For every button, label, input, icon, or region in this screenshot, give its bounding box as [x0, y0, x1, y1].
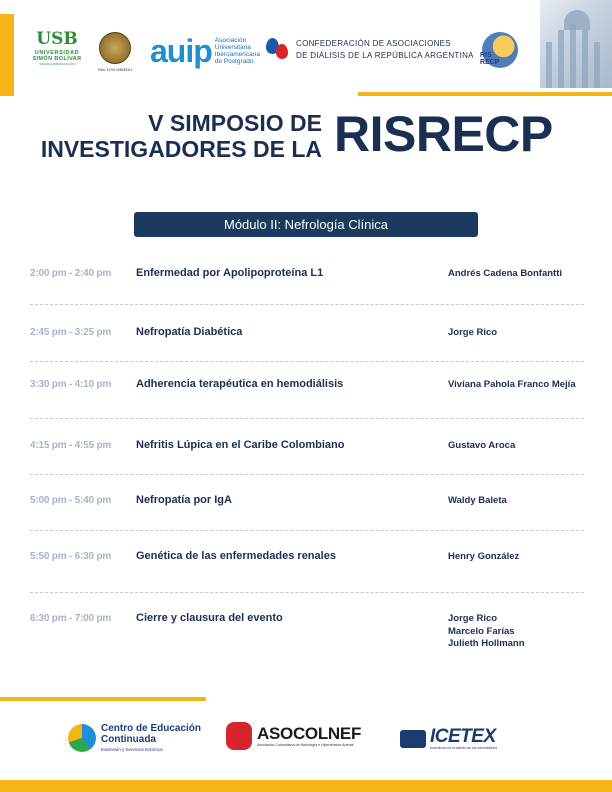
session-title: Adherencia terapéutica en hemodiálisis — [136, 378, 344, 390]
title-line-1: V SIMPOSIO DE — [148, 110, 322, 136]
session-speakers — [448, 327, 497, 340]
row-divider — [30, 361, 584, 362]
building-photo — [540, 0, 612, 88]
cec-logo: Centro de Educación Continuada Extensión y Servicios Externos — [68, 723, 201, 752]
session-time: 5:50 pm - 6:30 pm — [30, 551, 112, 562]
title-risrecp: RISRECP — [334, 106, 553, 162]
session-title: Nefropatía por IgA — [136, 494, 232, 506]
bottom-accent-bar — [0, 780, 612, 792]
row-divider — [30, 474, 584, 475]
session-title: Enfermedad por Apolipoproteína L1 — [136, 267, 324, 279]
speaker-name: Waldy Baleta — [448, 495, 507, 506]
seal-logo: Res 3700 MINEDU — [98, 32, 132, 72]
row-divider — [30, 418, 584, 419]
session-time: 4:15 pm - 4:55 pm — [30, 440, 112, 451]
speaker-name: Jorge Rico — [448, 613, 498, 624]
row-divider — [30, 530, 584, 531]
session-time: 2:00 pm - 2:40 pm — [30, 268, 112, 279]
speaker-name: Julieth Hollmann — [448, 638, 525, 649]
auip-logo: auip Asociación Universitaria Iberoamericana de Postgrado — [150, 33, 260, 69]
cec-icon — [68, 724, 96, 752]
asocolnef-logo: ASOCOLNEF Asociación Colombiana de Nefrología e Hipertensión Arterial — [226, 722, 361, 750]
session-speakers — [448, 551, 519, 564]
speaker-name: Henry González — [448, 551, 520, 562]
session-title: Nefropatía Diabética — [136, 326, 243, 338]
speaker-name: Andrés Cadena Bonfantti — [448, 268, 563, 279]
session-speakers — [448, 268, 562, 281]
speaker-name: Jorge Rico — [448, 327, 498, 338]
footer-accent-line — [0, 697, 206, 701]
row-divider — [30, 592, 584, 593]
session-time: 2:45 pm - 3:25 pm — [30, 327, 112, 338]
session-speakers — [448, 613, 525, 651]
session-speakers — [448, 379, 576, 392]
asocolnef-icon — [226, 722, 252, 750]
session-title: Cierre y clausura del evento — [136, 612, 283, 624]
session-title: Nefritis Lúpica en el Caribe Colombiano — [136, 439, 345, 451]
cadra-logo: CONFEDERACIÓN DE ASOCIACIONES DE DIÁLISIS DE LA REPÚBLICA ARGENTINA — [266, 38, 474, 62]
row-divider — [30, 304, 584, 305]
session-speakers — [448, 440, 515, 453]
speaker-name: Marcelo Farías — [448, 625, 515, 637]
speaker-name: Viviana Pahola Franco Mejía — [448, 379, 576, 390]
icetex-logo: ICETEX Invertimos en el talento de los colombianos — [400, 727, 497, 750]
seal-icon — [99, 32, 131, 64]
icetex-icon — [400, 730, 426, 748]
session-time: 5:00 pm - 5:40 pm — [30, 495, 112, 506]
left-accent-bar — [0, 14, 14, 96]
session-title: Genética de las enfermedades renales — [136, 550, 336, 562]
speaker-name: Gustavo Aroca — [448, 440, 516, 451]
title-line-2: INVESTIGADORES DE LA — [40, 136, 322, 162]
session-time: 3:30 pm - 4:10 pm — [30, 379, 112, 390]
session-speakers — [448, 495, 507, 508]
session-time: 6:30 pm - 7:00 pm — [30, 613, 112, 624]
drops-icon — [266, 38, 292, 62]
module-banner: Módulo II: Nefrología Clínica — [134, 212, 478, 237]
usb-logo: USB UNIVERSIDAD SIMÓN BOLÍVAR VIGILADA MINEDUCACIÓN — [32, 29, 82, 66]
risrecp-logo: RIS RECP — [476, 32, 522, 74]
header-accent-line — [358, 92, 612, 96]
